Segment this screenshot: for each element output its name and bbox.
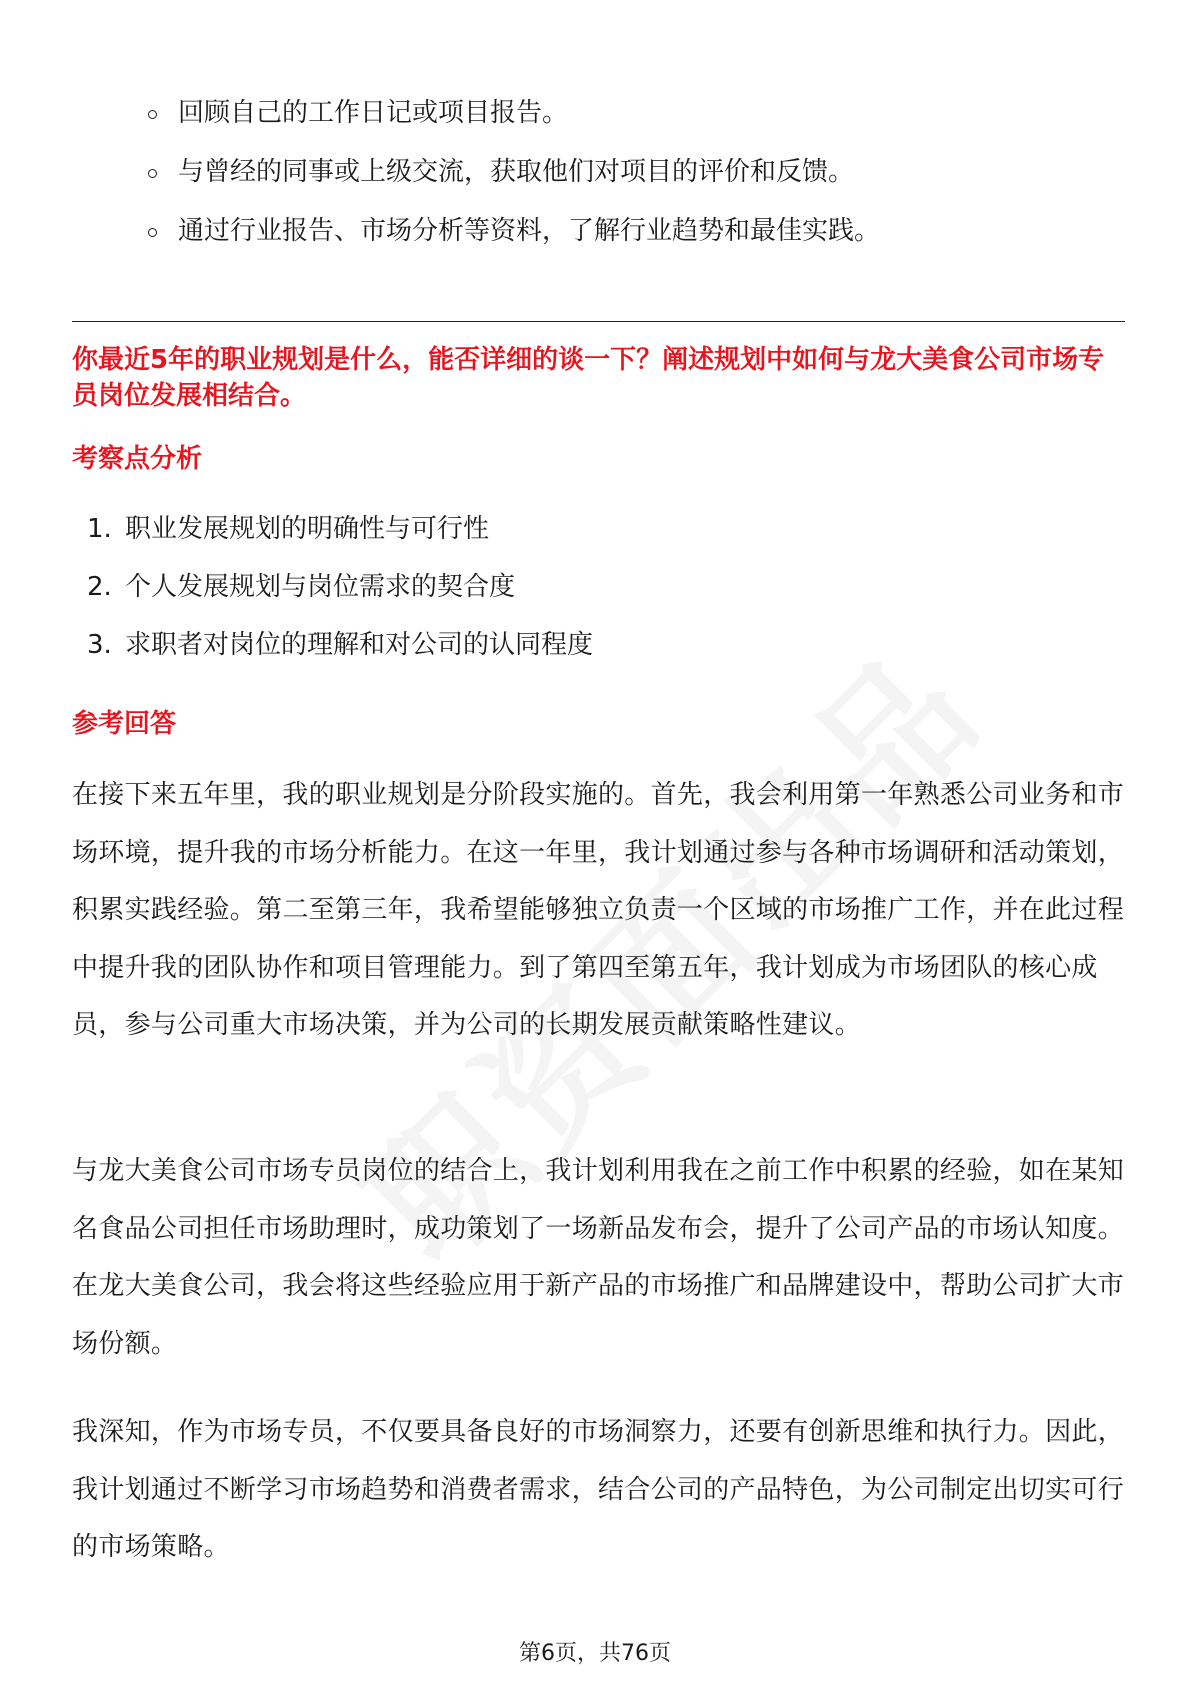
list-item-text: 职业发展规划的明确性与可行性 [125,514,490,544]
bullet-circle-icon [148,110,157,119]
list-number: 2. [87,572,112,602]
bullet-circle-icon [148,169,157,178]
list-item-text: 与曾经的同事或上级交流，获取他们对项目的评价和反馈。 [178,157,855,187]
question-title: 你最近5年的职业规划是什么，能否详细的谈一下？阐述规划中如何与龙大美食公司市场专员岗位发展相结合。 [72,345,1105,411]
list-item [87,514,593,572]
answer-paragraph: 与龙大美食公司市场专员岗位的结合上，我计划利用我在之前工作中积累的经验，如在某知名食品公司担任市场助理时，成功策划了一场新品发布会，提升了公司产品的市场认知度。在龙大美食公司，我会将这些经验应用于新产品的市场推广和品牌建设中，帮助公司扩大市场份额。 [72,1156,1125,1359]
list-item-text: 回顾自己的工作日记或项目报告。 [178,98,569,128]
list-item [148,218,880,277]
list-item-text: 求职者对岗位的理解和对公司的认同程度 [125,630,594,660]
list-number: 3. [87,630,112,660]
list-number: 1. [87,514,112,544]
answer-paragraph: 我深知，作为市场专员，不仅要具备良好的市场洞察力，还要有创新思维和执行力。因此，我计划通过不断学习市场趋势和消费者需求，结合公司的产品特色，为公司制定出切实可行的市场策略。 [72,1417,1125,1562]
list-item [148,100,880,159]
list-item-text: 通过行业报告、市场分析等资料，了解行业趋势和最佳实践。 [178,216,881,246]
answer-paragraph: 在接下来五年里，我的职业规划是分阶段实施的。首先，我会利用第一年熟悉公司业务和市场环境，提升我的市场分析能力。在这一年里，我计划通过参与各种市场调研和活动策划，积累实践经验。第二至第三年，我希望能够独立负责一个区域的市场推广工作，并在此过程中提升我的团队协作和项目管理能力。到了第四至第五年，我计划成为市场团队的核心成员，参与公司重大市场决策，并为公司的长期发展贡献策略性建议。 [72,780,1125,1040]
list-item-text: 个人发展规划与岗位需求的契合度 [125,572,516,602]
bullet-circle-icon [148,228,157,237]
page-number: 第6页，共76页 [519,1641,671,1666]
answer-heading: 参考回答 [72,709,177,739]
section-divider [72,321,1125,322]
list-item [148,159,880,218]
analysis-heading: 考察点分析 [72,444,203,474]
tips-list [148,100,880,277]
analysis-points-list [87,514,593,688]
list-item [87,572,593,630]
list-item [87,630,593,688]
